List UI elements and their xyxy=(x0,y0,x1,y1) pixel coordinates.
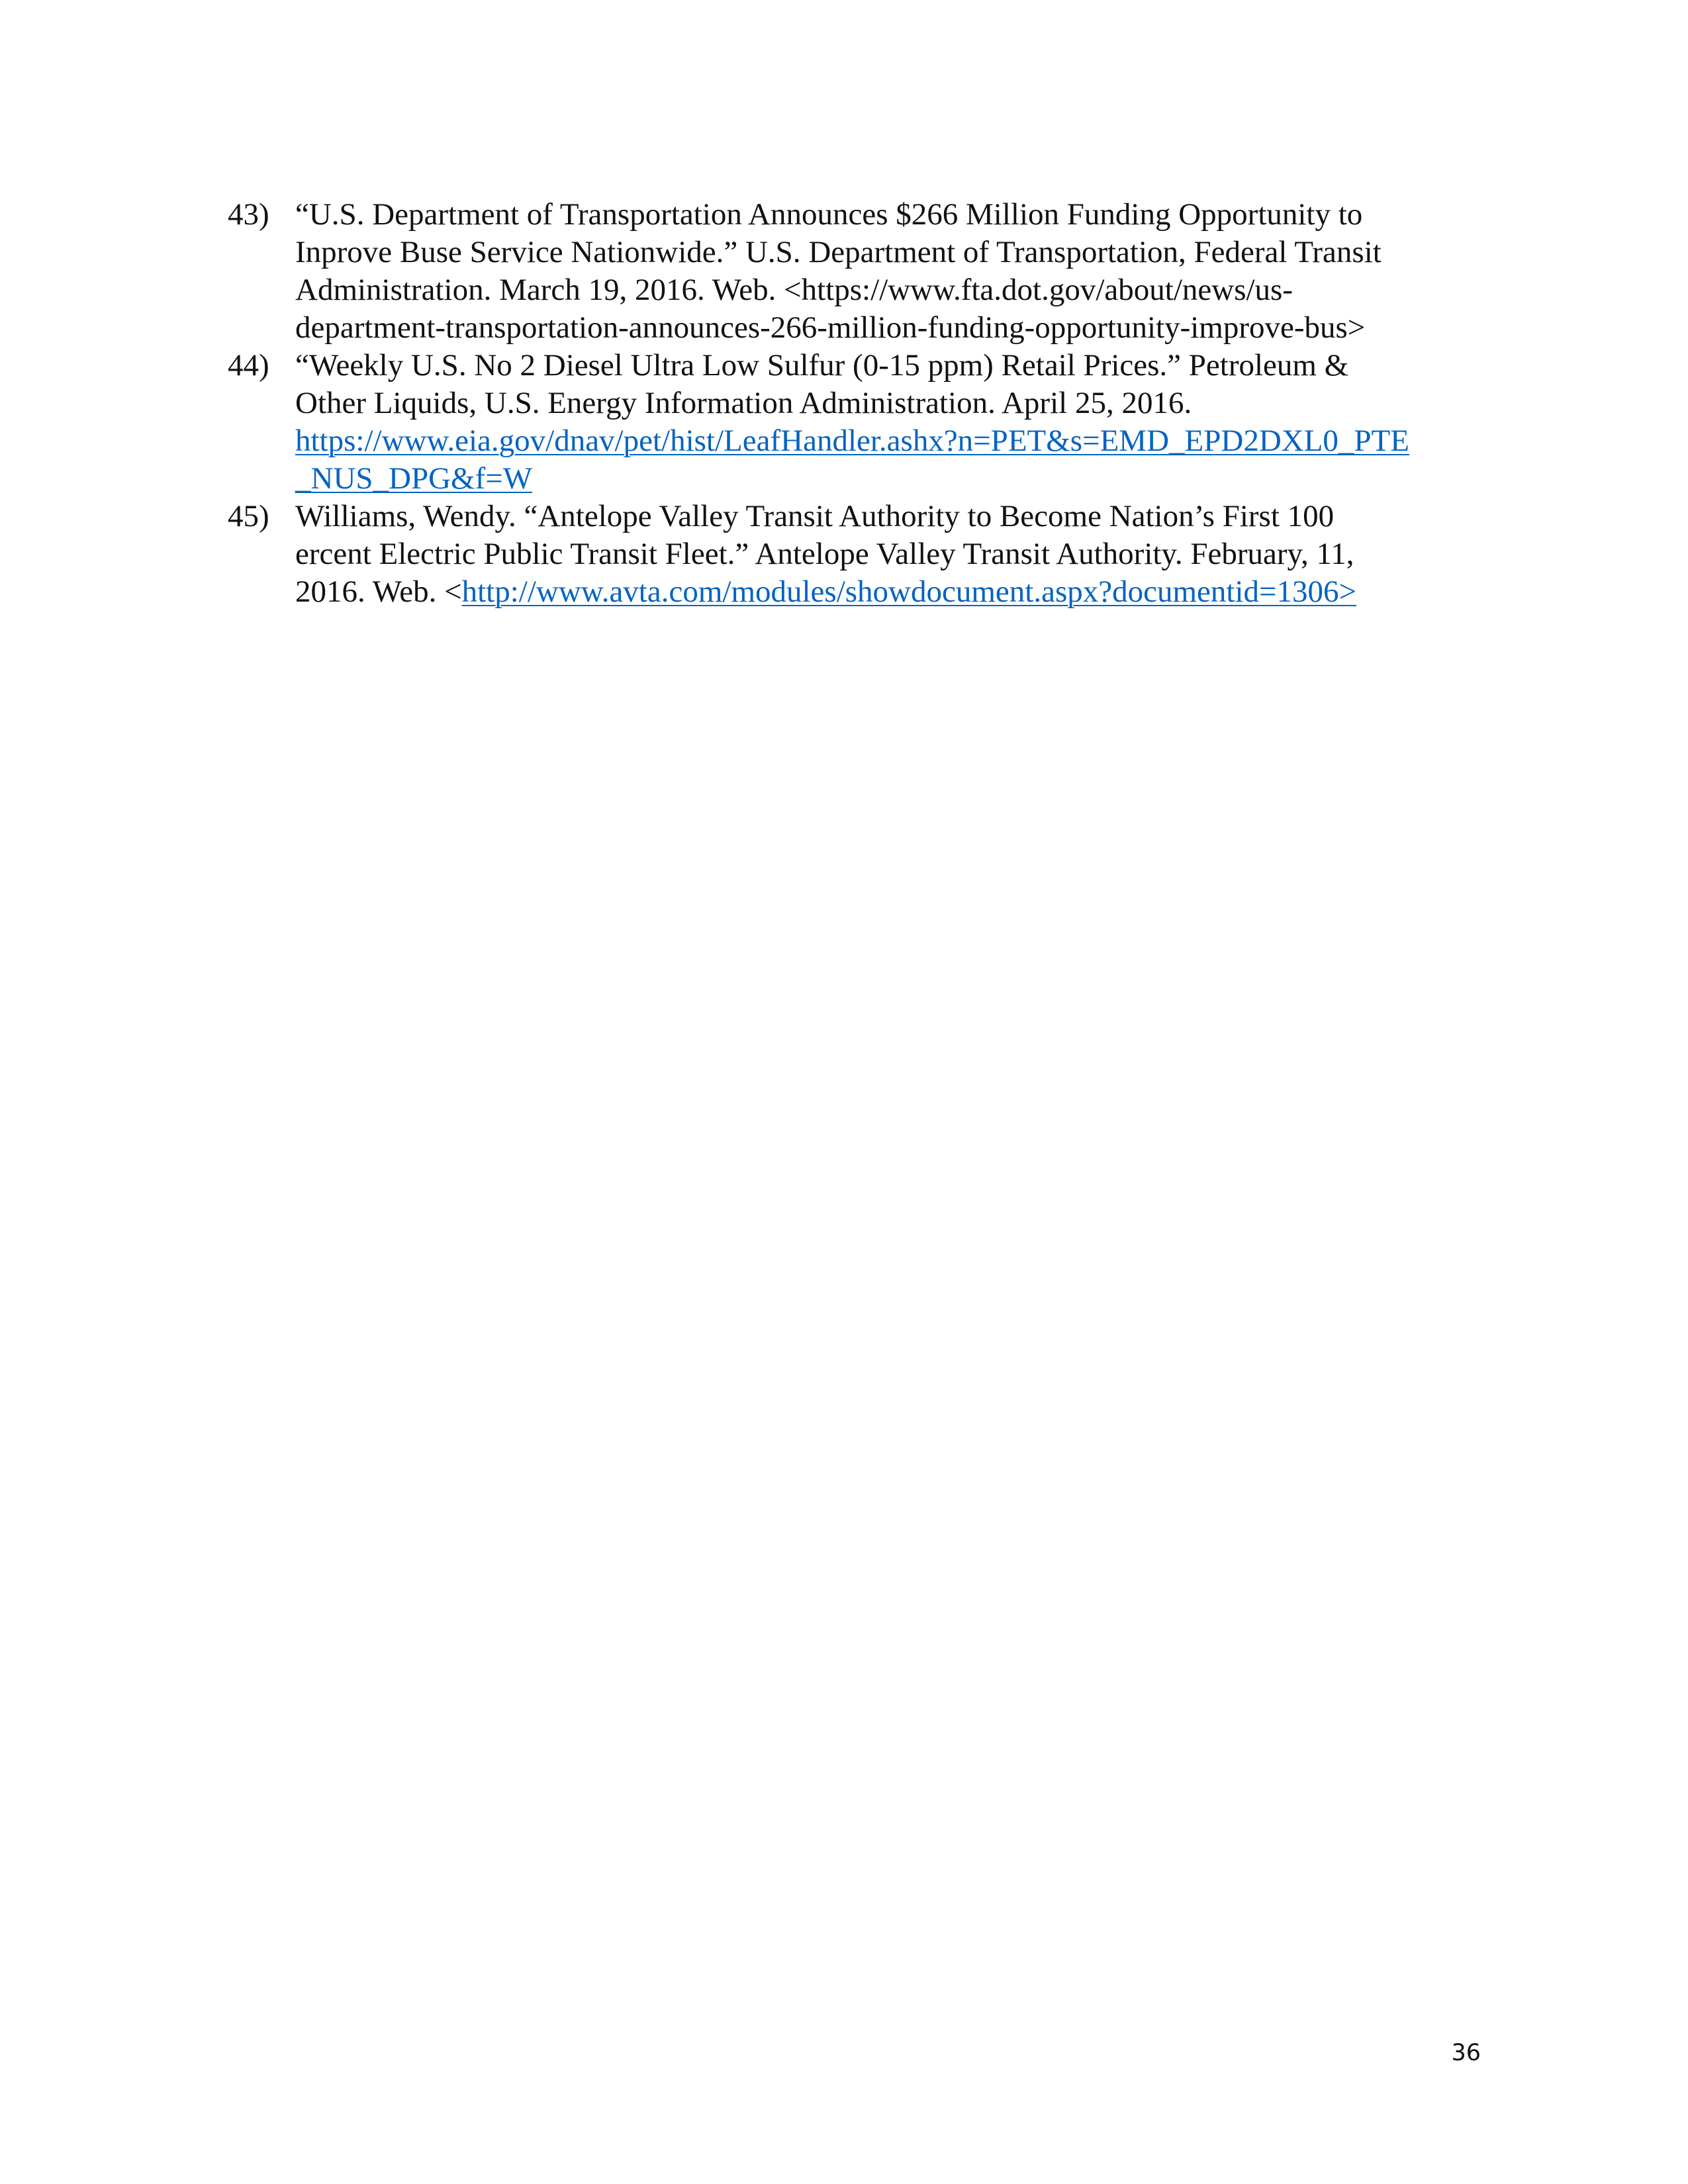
reference-text: Williams, Wendy. “Antelope Valley Transit Authority to Become Nation’s First 100 xyxy=(295,499,1335,533)
reference-line xyxy=(295,422,1499,460)
reference-text: 2016. Web. < xyxy=(295,574,462,609)
reference-text: department-transportation-announces-266-million-funding-opportunity-improve-bus> xyxy=(295,310,1366,345)
reference-text: Other Liquids, U.S. Energy Information Administration. April 25, 2016. xyxy=(295,386,1192,420)
reference-link[interactable]: http://www.avta.com/modules/showdocument.aspx?documentid=1306> xyxy=(461,574,1357,609)
reference-number: 44) xyxy=(228,348,269,383)
reference-item xyxy=(228,196,1499,347)
reference-item xyxy=(228,347,1499,498)
reference-line xyxy=(295,271,1499,309)
reference-link[interactable]: _NUS_DPG&f=W xyxy=(295,461,533,496)
reference-line xyxy=(295,196,1499,234)
reference-line xyxy=(295,460,1499,498)
reference-text: Inprove Buse Service Nationwide.” U.S. Department of Transportation, Federal Transit xyxy=(295,235,1382,269)
reference-text: “U.S. Department of Transportation Announces $266 Million Funding Opportunity to xyxy=(295,197,1363,232)
reference-line xyxy=(295,347,1499,385)
reference-text: Administration. March 19, 2016. Web. <https://www.fta.dot.gov/about/news/us- xyxy=(295,273,1293,307)
page-number: 36 xyxy=(1451,2040,1481,2066)
reference-item xyxy=(228,498,1499,611)
reference-line xyxy=(295,385,1499,422)
reference-text: ercent Electric Public Transit Fleet.” Antelope Valley Transit Authority. February, 11, xyxy=(295,537,1354,571)
reference-line xyxy=(295,573,1499,611)
reference-list xyxy=(228,196,1499,611)
reference-text: “Weekly U.S. No 2 Diesel Ultra Low Sulfur (0-15 ppm) Retail Prices.” Petroleum & xyxy=(295,348,1349,383)
reference-line xyxy=(295,535,1499,573)
reference-link[interactable]: https://www.eia.gov/dnav/pet/hist/LeafHandler.ashx?n=PET&s=EMD_EPD2DXL0_PTE xyxy=(295,424,1409,458)
reference-line xyxy=(295,234,1499,271)
reference-line xyxy=(295,309,1499,347)
reference-number: 45) xyxy=(228,499,269,533)
reference-number: 43) xyxy=(228,197,269,232)
reference-line xyxy=(295,498,1499,535)
